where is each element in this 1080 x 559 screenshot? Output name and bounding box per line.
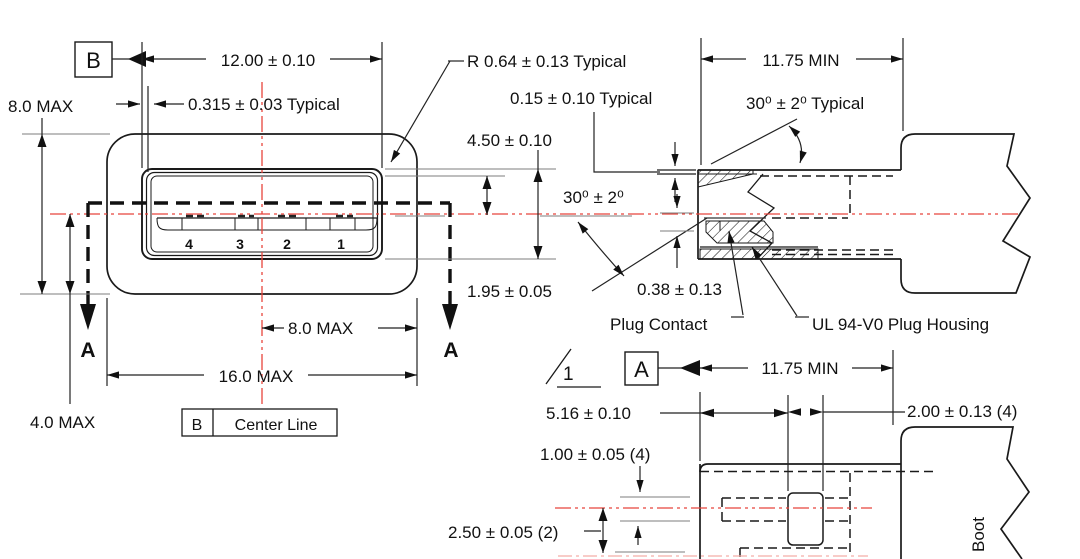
- leader: [729, 231, 743, 315]
- arrowhead: [66, 281, 75, 294]
- datum-b-label: B: [86, 48, 101, 73]
- arrowhead: [483, 202, 492, 215]
- legend-label: Center Line: [234, 417, 318, 434]
- arrowhead: [483, 176, 492, 189]
- label-plug-contact: Plug Contact: [610, 315, 708, 334]
- dim-contact-width: 1.00 ± 0.05 (4): [540, 445, 651, 464]
- arrowhead: [66, 214, 75, 227]
- contact-window: [788, 493, 823, 545]
- dim-window-width: 2.00 ± 0.13 (4): [907, 402, 1018, 421]
- section-label-right: A: [443, 339, 459, 362]
- chamfer-hatch: [698, 170, 753, 187]
- hidden-interior-lines: [722, 473, 850, 559]
- dim-shell-height: 4.50 ± 0.10: [467, 131, 552, 150]
- arrowhead: [534, 169, 543, 182]
- dim-half-width: 8.0 MAX: [288, 319, 354, 338]
- contact-number-1: 1: [337, 236, 345, 252]
- dim-half-height: 4.0 MAX: [30, 413, 96, 432]
- section-arrow-right: [442, 304, 458, 330]
- leader: [594, 112, 660, 172]
- section-arrow-left: [80, 304, 96, 330]
- radius-leader: [391, 61, 450, 162]
- dim-window-offset: 5.16 ± 0.10: [546, 404, 631, 423]
- flag-note: 1: [563, 364, 574, 385]
- angle-arc: [789, 126, 802, 163]
- arrowhead: [700, 409, 714, 417]
- datum-a-triangle: [680, 360, 700, 376]
- dim-contact-pitch: 2.50 ± 0.05 (2): [448, 523, 559, 542]
- angle-line: [711, 119, 797, 164]
- contact-dividers: [182, 218, 355, 230]
- radius-note: R 0.64 ± 0.13 Typical: [467, 52, 627, 71]
- arrowhead: [810, 408, 823, 416]
- arrowhead: [599, 508, 608, 521]
- contact-number-3: 3: [236, 236, 244, 252]
- arrowhead: [599, 540, 608, 553]
- dim-body-width: 16.0 MAX: [218, 367, 294, 386]
- boot-label: Boot: [969, 517, 988, 552]
- dim-length: 11.75 MIN: [762, 51, 840, 70]
- dim-contact-thickness: 0.38 ± 0.13: [637, 280, 722, 299]
- datum-a-label: A: [634, 357, 649, 382]
- arrowhead: [38, 134, 47, 147]
- contact-bar-bottom: [157, 218, 377, 230]
- dim-contact-offset: 1.95 ± 0.05: [467, 282, 552, 301]
- boot-outline-top: [901, 427, 1029, 559]
- dim-shell-width: 12.00 ± 0.10: [220, 51, 316, 70]
- legend-datum: B: [191, 417, 203, 434]
- dim-wall: 0.315 ± 0.03 Typical: [188, 95, 340, 114]
- section-label-left: A: [80, 339, 96, 362]
- dim-height: 8.0 MAX: [8, 97, 74, 116]
- arrowhead: [534, 246, 543, 259]
- side-view-dimensions: [510, 38, 989, 334]
- top-view: [700, 427, 1029, 559]
- break-zigzag: [748, 174, 774, 259]
- arrowhead: [774, 409, 788, 417]
- dim-length: 11.75 MIN: [761, 359, 839, 378]
- angle-chamfer: 30⁰ ± 2⁰ Typical: [746, 94, 865, 113]
- dim-shell-wall: 0.15 ± 0.10 Typical: [510, 89, 653, 108]
- contact-number-4: 4: [185, 236, 193, 252]
- label-housing: UL 94-V0 Plug Housing: [812, 315, 990, 334]
- angle-contact: 30⁰ ± 2⁰: [563, 188, 624, 207]
- plug-contact-section: [706, 221, 773, 243]
- top-view-dimensions: [448, 349, 1017, 553]
- arrowhead: [38, 281, 47, 294]
- contact-number-2: 2: [283, 236, 291, 252]
- arrowhead: [788, 408, 801, 416]
- angle-arc: [578, 222, 624, 276]
